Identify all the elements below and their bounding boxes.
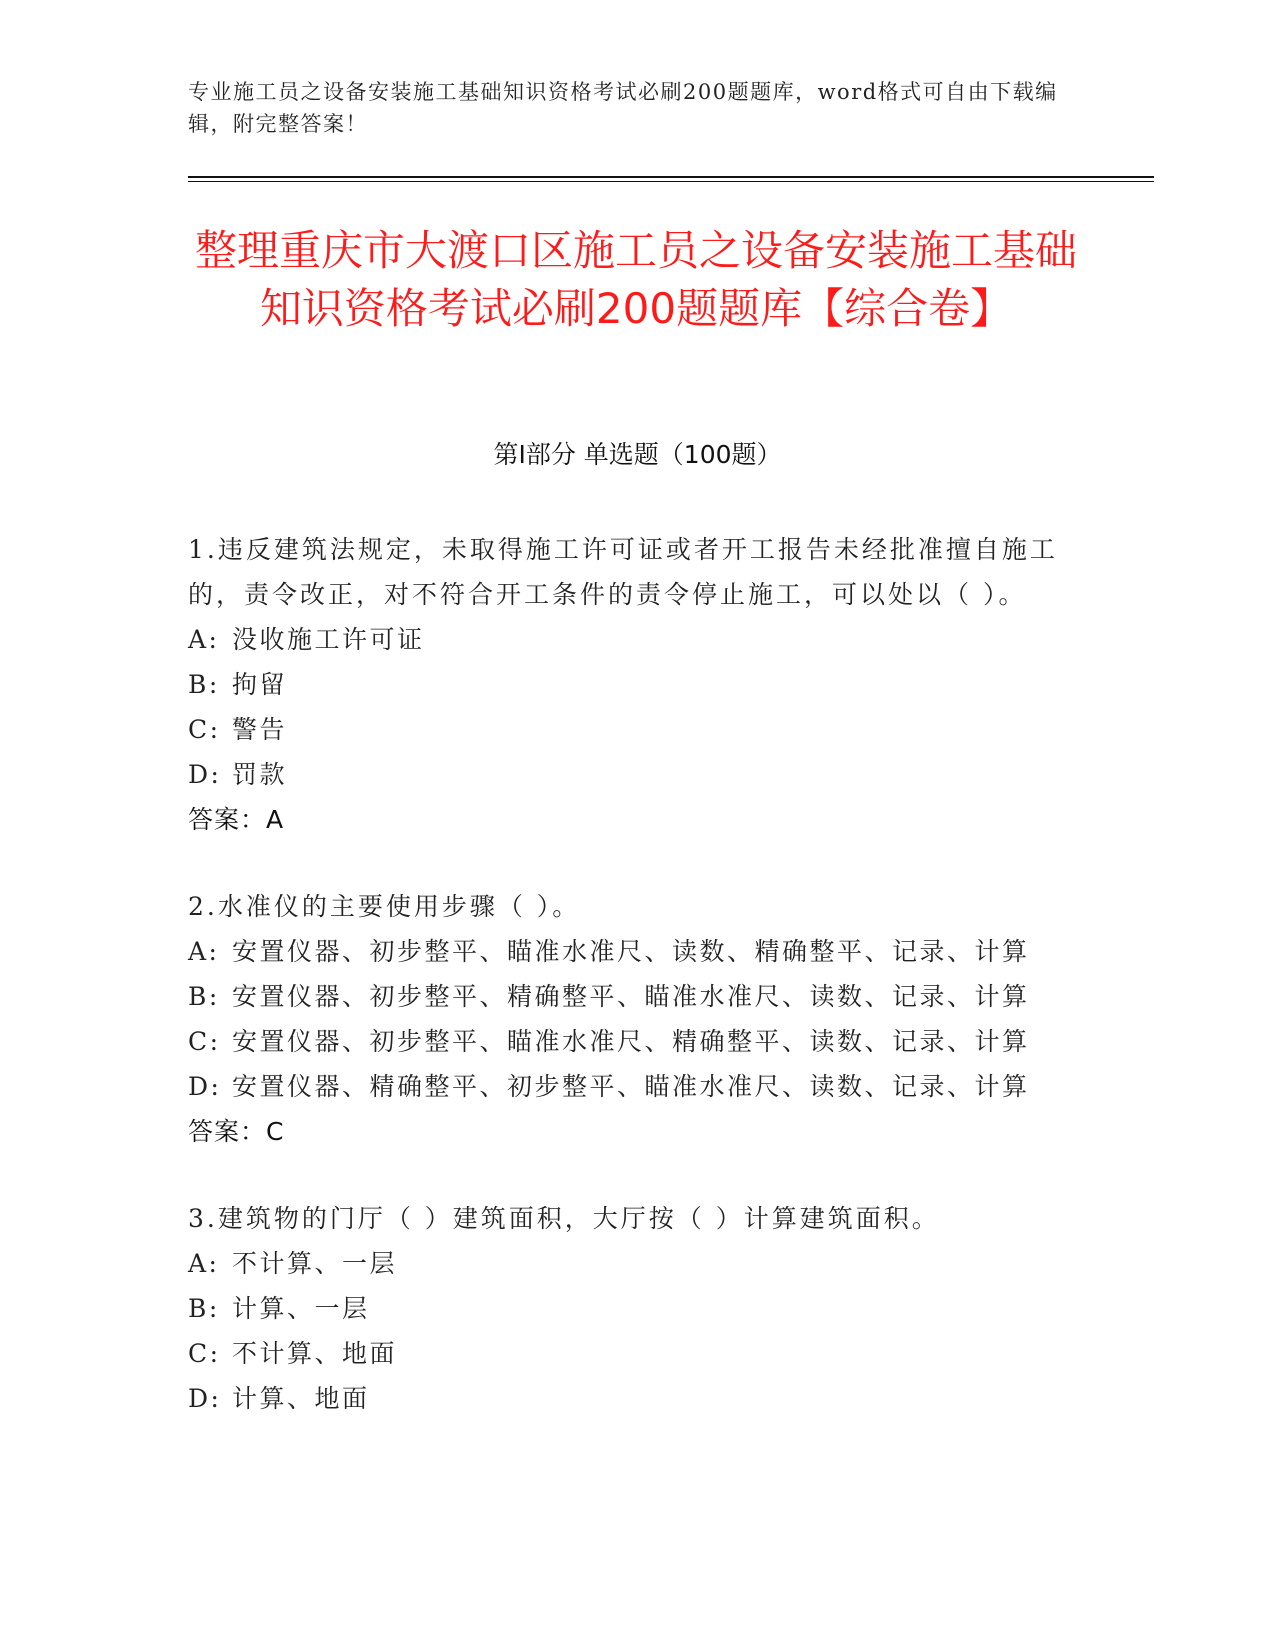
answer-line (188, 1109, 1088, 1154)
answer-line (188, 797, 1088, 842)
question-1 (188, 527, 1088, 842)
header-rule-thick (188, 176, 1154, 178)
question-list (188, 527, 1088, 1463)
option-text: 安置仪器、初步整平、瞄准水准尺、精确整平、读数、记录、计算 (232, 1027, 1030, 1056)
option-a (188, 1241, 1088, 1286)
option-text: 计算、一层 (232, 1294, 370, 1323)
option-text: 安置仪器、精确整平、初步整平、瞄准水准尺、读数、记录、计算 (232, 1072, 1030, 1101)
option-a (188, 617, 1088, 662)
question-3 (188, 1196, 1088, 1421)
option-d (188, 1064, 1088, 1109)
option-letter: D: (188, 760, 222, 789)
option-d (188, 1376, 1088, 1421)
option-letter: D: (188, 1384, 222, 1413)
answer-value: A (266, 805, 285, 834)
option-letter: A: (188, 625, 220, 654)
question-stem: 3.建筑物的门厅（ ）建筑面积，大厅按（ ）计算建筑面积。 (188, 1204, 940, 1233)
answer-prefix: 答案： (188, 1117, 267, 1146)
option-b (188, 974, 1088, 1019)
option-c (188, 1331, 1088, 1376)
option-letter: C: (188, 1027, 221, 1056)
question-stem: 1.违反建筑法规定，未取得施工许可证或者开工报告未经批准擅自施工的，责令改正，对不符合开工条件的责令停止施工，可以处以（ ）。 (188, 535, 1058, 609)
option-text: 罚款 (232, 760, 288, 789)
option-text: 拘留 (232, 670, 288, 699)
section-heading: 第I部分 单选题（100题） (493, 440, 782, 469)
header-note: 专业施工员之设备安装施工基础知识资格考试必刷200题题库，word格式可自由下载编辑，附完整答案！ (188, 80, 1058, 136)
question-2 (188, 884, 1088, 1154)
option-text: 安置仪器、初步整平、精确整平、瞄准水准尺、读数、记录、计算 (232, 982, 1030, 1011)
option-letter: A: (188, 1249, 220, 1278)
option-letter: A: (188, 937, 220, 966)
option-text: 安置仪器、初步整平、瞄准水准尺、读数、精确整平、记录、计算 (232, 937, 1030, 966)
question-stem: 2.水准仪的主要使用步骤（ ）。 (188, 892, 581, 921)
option-text: 没收施工许可证 (232, 625, 425, 654)
option-b (188, 1286, 1088, 1331)
document-title: 整理重庆市大渡口区施工员之设备安装施工基础知识资格考试必刷200题题库【综合卷】 (194, 226, 1077, 333)
option-letter: B: (188, 982, 220, 1011)
option-text: 警告 (232, 715, 288, 744)
option-text: 不计算、地面 (232, 1339, 398, 1368)
option-letter: B: (188, 1294, 220, 1323)
option-letter: D: (188, 1072, 222, 1101)
option-d (188, 752, 1088, 797)
header-rule-thin (188, 181, 1154, 182)
answer-prefix: 答案： (188, 805, 267, 834)
option-text: 不计算、一层 (232, 1249, 398, 1278)
option-letter: C: (188, 715, 221, 744)
option-c (188, 1019, 1088, 1064)
option-a (188, 929, 1088, 974)
option-letter: B: (188, 670, 220, 699)
answer-value: C (266, 1117, 285, 1146)
option-text: 计算、地面 (232, 1384, 370, 1413)
option-c (188, 707, 1088, 752)
option-letter: C: (188, 1339, 221, 1368)
option-b (188, 662, 1088, 707)
